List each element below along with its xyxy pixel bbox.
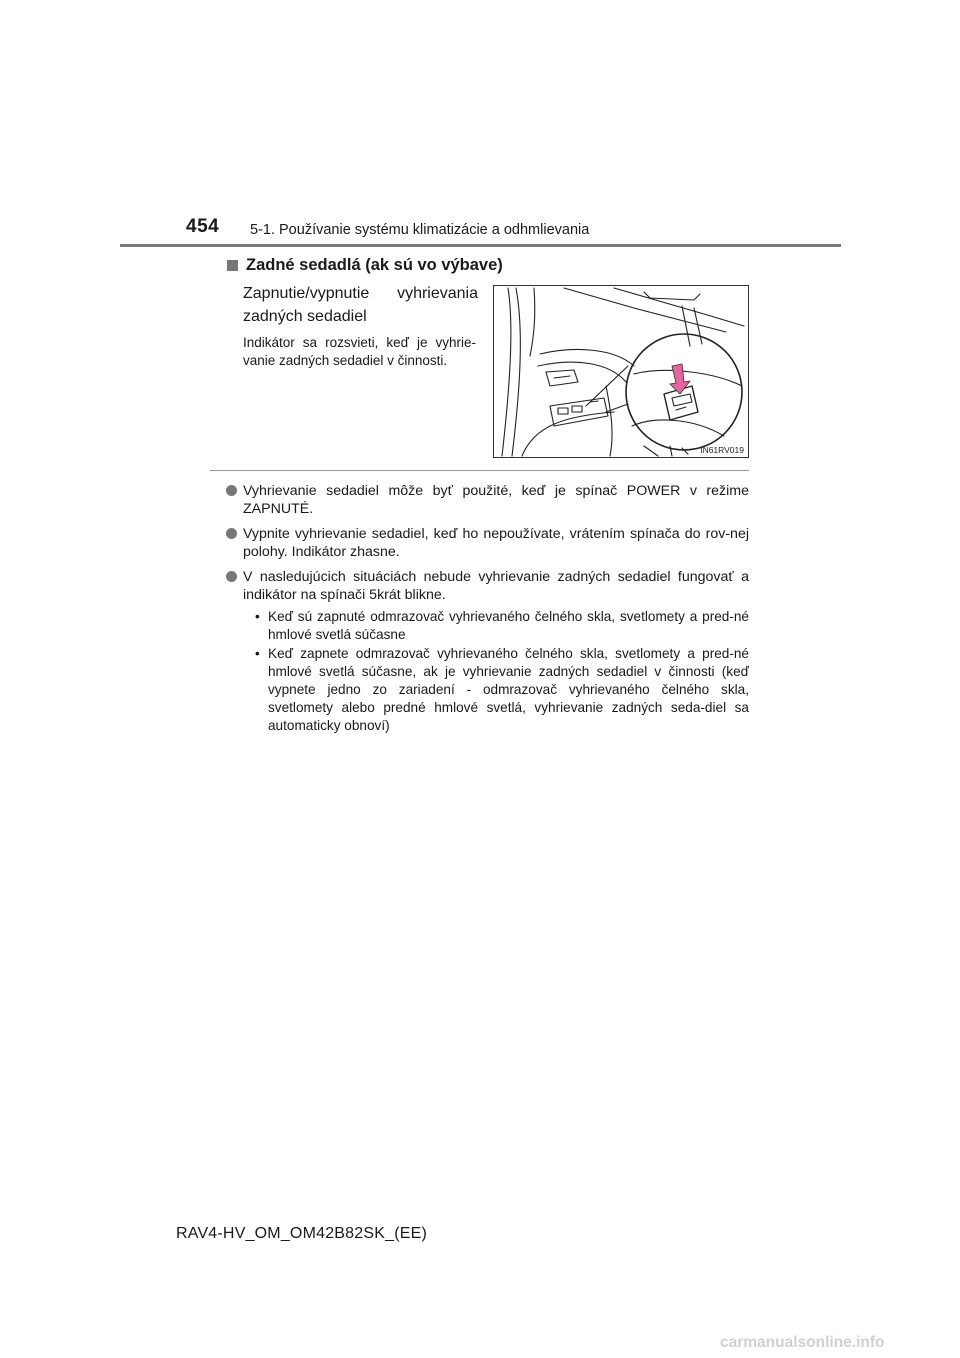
sub-list <box>243 608 749 735</box>
figure-caption-title: Zapnutie/vypnutie vyhrievania zadných sedadiel <box>243 285 478 325</box>
sub-list-item <box>255 608 749 644</box>
bullet-dot-icon <box>226 485 237 496</box>
bullet-dot-icon <box>226 571 237 582</box>
bullet-dot-icon <box>226 528 237 539</box>
list-item <box>226 568 749 735</box>
section-header: 5-1. Používanie systému klimatizácie a odhmlievania <box>250 222 590 238</box>
sub-bullet-icon: • <box>255 609 260 624</box>
notes-list <box>226 482 749 742</box>
watermark: carmanualsonline.info <box>720 1334 885 1351</box>
subsection-title-text: Zadné sedadlá (ak sú vo výbave) <box>246 256 503 274</box>
sub-list-item <box>255 645 749 735</box>
list-item-text: V nasledujúcich situáciách nebude vyhrievanie zadných sedadiel fungovať a indikátor na spínači 5krát blikne. <box>243 569 749 603</box>
section-divider <box>210 470 749 471</box>
footer-model-code: RAV4-HV_OM_OM42B82SK_(EE) <box>176 1225 428 1242</box>
sub-list-item-text: Keď sú zapnuté odmrazovač vyhrievaného čelného skla, svetlomety a pred-né hmlové svetlá súčasne <box>268 609 749 642</box>
figure-caption-note: Indikátor sa rozsvieti, keď je vyhrie-vanie zadných sedadiel v činnosti. <box>243 335 476 368</box>
list-item-text: Vypnite vyhrievanie sedadiel, keď ho nepoužívate, vrátením spínača do rov-nej polohy. Indikátor zhasne. <box>243 526 749 560</box>
list-item <box>226 482 749 518</box>
list-item-text: Vyhrievanie sedadiel môže byť použité, keď je spínač POWER v režime ZAPNUTÉ. <box>243 483 749 517</box>
rear-seat-heater-illustration <box>493 285 749 458</box>
image-code: IN61RV019 <box>700 445 744 455</box>
press-arrow-icon <box>670 364 690 394</box>
header-rule <box>120 244 841 247</box>
list-item <box>226 525 749 561</box>
square-bullet-icon <box>227 260 238 271</box>
subsection-title <box>226 256 503 275</box>
sub-list-item-text: Keď zapnete odmrazovač vyhrievaného čelného skla, svetlomety a pred-né hmlové svetlá súčasne, ak je vyhrievanie zadných sedadiel v činnosti (keď vypnete jedno zo zariadení - odmrazovač vyhrievaného čelného skla, svetlomety alebo predné hmlové svetlá, vyhrievanie zadných seda-diel sa automaticky obnoví) <box>268 646 749 733</box>
page-number: 454 <box>186 216 220 237</box>
rear-door-panel-drawing <box>494 286 749 458</box>
sub-bullet-icon: • <box>255 646 260 661</box>
